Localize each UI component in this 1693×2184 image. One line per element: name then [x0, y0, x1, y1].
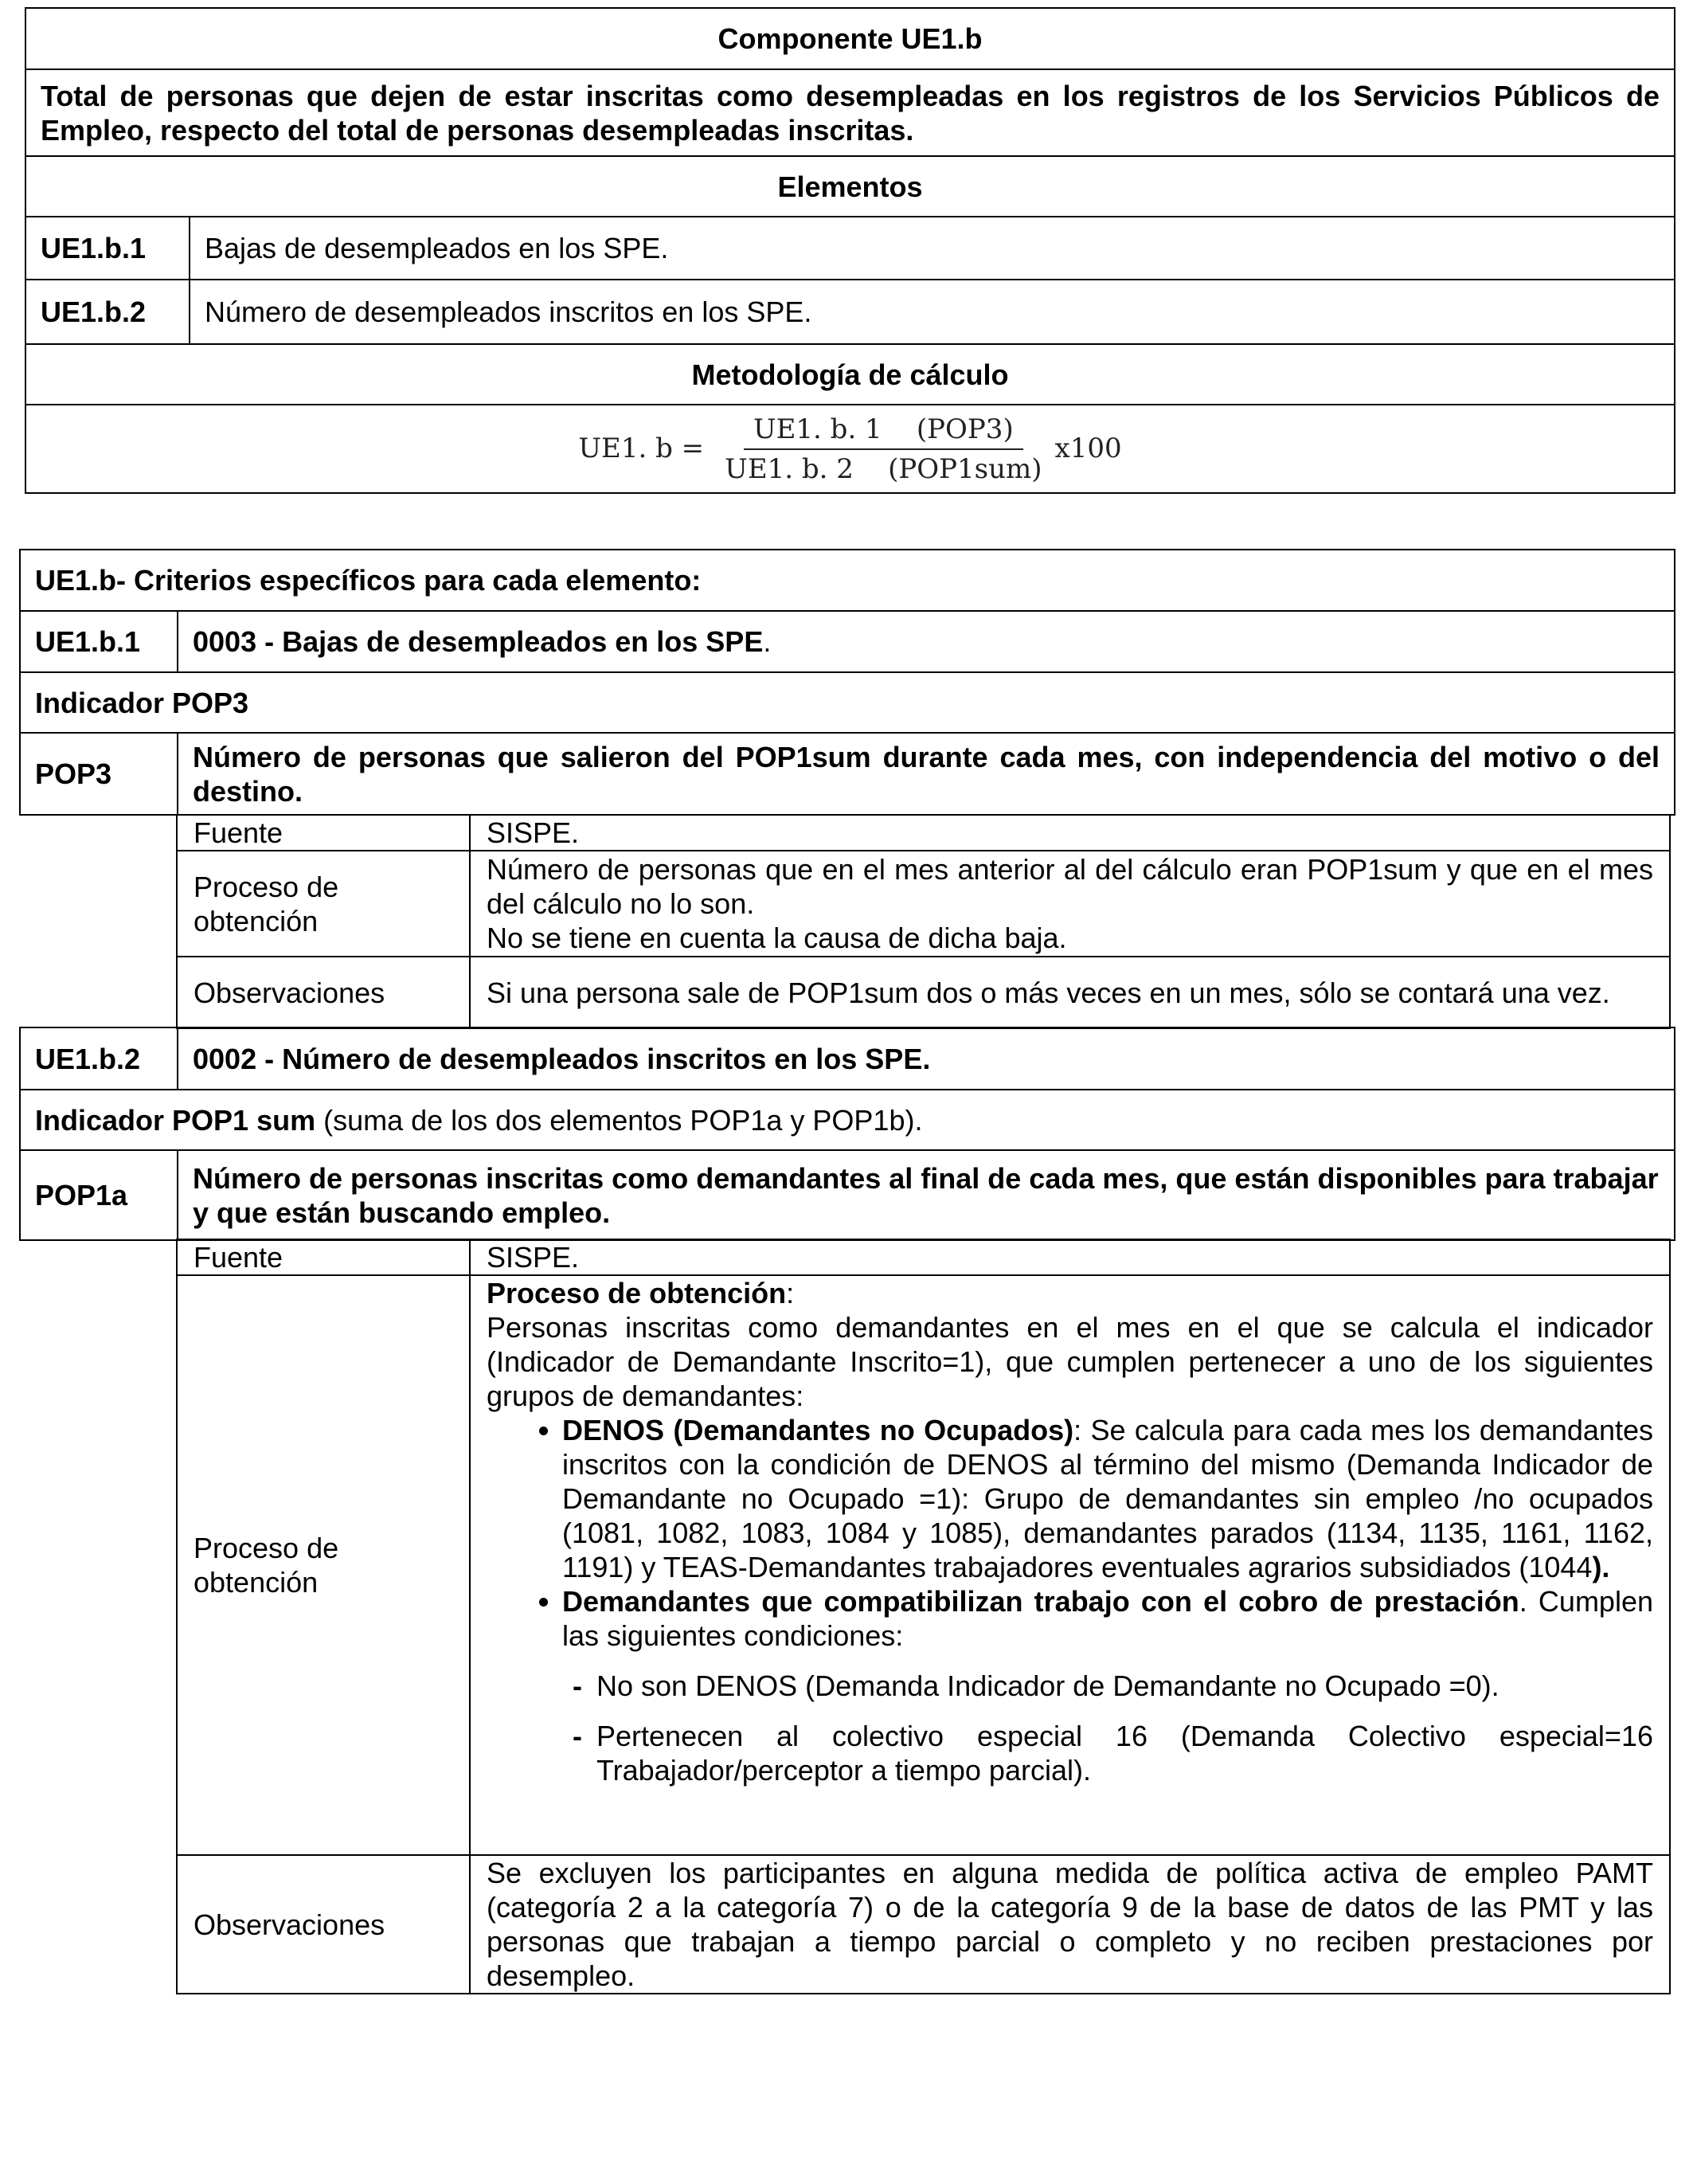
formula-cell [25, 405, 1675, 493]
pop3-proceso-text-2: No se tiene en cuenta la causa de dicha baja. [487, 922, 1067, 954]
formula-numerator: UE1. b. 1 (POP3) [744, 413, 1023, 450]
dash-text: No son DENOS (Demanda Indicador de Demandante no Ocupado =0). [596, 1669, 1499, 1702]
pop3-fuente-label: Fuente [177, 815, 470, 851]
pop1a-proceso-intro: Personas inscritas como demandantes en el mes en el que se calcula el indicador (Indicador de Demandante Inscrito=1), que cumplen pertenecer a uno de los siguientes grupos de demandantes: [487, 1311, 1653, 1412]
criterio-row-ue1b2 [20, 1027, 1675, 1090]
indicador-pop1sum-label [20, 1090, 1675, 1150]
criterios-table [19, 549, 1675, 816]
pop3-proceso-text-1: Número de personas que en el mes anterior al del cálculo eran POP1sum y que en el mes del cálculo no lo son. [487, 853, 1653, 920]
pop3-obs-value: Si una persona sale de POP1sum dos o más veces en un mes, sólo se contará una vez. [470, 957, 1670, 1028]
pop3-obs-label: Observaciones [177, 957, 470, 1028]
indicador-pop3-label: Indicador POP3 [20, 672, 1675, 733]
pop1a-row [20, 1150, 1675, 1240]
componente-description: Total de personas que dejen de estar inscritas como desempleadas en los registros de los Servicios Públicos de Empleo, respecto del total de personas desempleadas inscritas. [25, 69, 1675, 156]
bullet-compatibilizan-text: . Cumplen las siguientes condiciones: [562, 1585, 1653, 1652]
pop1a-bullet-list [487, 1413, 1653, 1653]
indicador-pop1sum-rest: (suma de los dos elementos POP1a y POP1b). [315, 1103, 923, 1137]
pop3-fuente-value: SISPE. [470, 815, 1670, 851]
elemento-text: Bajas de desempleados en los SPE. [190, 217, 1675, 280]
pop1a-proceso-colon: : [786, 1277, 795, 1309]
pop1a-fuente-value: SISPE. [470, 1239, 1670, 1275]
indicador-pop1sum-bold: Indicador POP1 sum [35, 1103, 316, 1137]
criterios-header: UE1.b- Criterios específicos para cada elemento: [20, 550, 1675, 611]
criterios-table-2 [19, 1027, 1675, 1241]
pop1a-fuente-label: Fuente [177, 1239, 470, 1275]
pop1a-code: POP1a [20, 1150, 178, 1240]
bullet-denos [562, 1413, 1653, 1584]
pop1a-proceso-value [470, 1275, 1670, 1855]
dash-item [487, 1669, 1653, 1703]
componente-title: Componente UE1.b [25, 8, 1675, 69]
metodologia-header: Metodología de cálculo [25, 344, 1675, 405]
bullet-compatibilizan-bold: Demandantes que compatibilizan trabajo con el cobro de prestación [562, 1585, 1519, 1618]
pop3-proceso-value [470, 851, 1670, 957]
bullet-compatibilizan [562, 1584, 1653, 1653]
criterio-text-bold: 0003 - Bajas de desempleados en los SPE [193, 625, 764, 658]
pop1a-proceso-label: Proceso de obtención [177, 1275, 470, 1855]
criterio-code: UE1.b.1 [20, 611, 178, 672]
bullet-denos-end: ). [1592, 1551, 1610, 1583]
pop1a-details-table [176, 1239, 1671, 1994]
criterio-code: UE1.b.2 [20, 1027, 178, 1090]
formula-fraction [715, 413, 1051, 485]
pop3-row [20, 733, 1675, 815]
criterio-text [178, 611, 1675, 672]
pop3-proceso-label: Proceso de obtención [177, 851, 470, 957]
elemento-code: UE1.b.2 [25, 280, 190, 344]
criterio-row-ue1b1 [20, 611, 1675, 672]
dash-text: Pertenecen al colectivo especial 16 (Demanda Colectivo especial=16 Trabajador/perceptor a tiempo parcial). [596, 1720, 1653, 1787]
pop1a-description: Número de personas inscritas como demandantes al final de cada mes, que están disponibles para trabajar y que están buscando empleo. [178, 1150, 1675, 1240]
elemento-code: UE1.b.1 [25, 217, 190, 280]
pop1a-obs-label: Observaciones [177, 1855, 470, 1994]
formula-lhs: UE1. b = [578, 432, 705, 464]
pop1a-proceso-title-line [487, 1276, 1653, 1310]
dash-mark: - [573, 1720, 582, 1752]
formula [578, 413, 1121, 485]
formula-factor: x100 [1054, 432, 1122, 464]
bullet-denos-bold: DENOS (Demandantes no Ocupados) [562, 1414, 1074, 1446]
criterio-text: 0002 - Número de desempleados inscritos en los SPE. [178, 1027, 1675, 1090]
elemento-row [25, 217, 1675, 280]
formula-denominator: UE1. b. 2 (POP1sum) [725, 452, 1042, 485]
criterio-text-suffix: . [763, 625, 772, 658]
elemento-row [25, 280, 1675, 344]
dash-mark: - [573, 1669, 582, 1702]
pop3-details-table [176, 814, 1671, 1029]
componente-table [25, 7, 1675, 494]
pop3-description: Número de personas que salieron del POP1sum durante cada mes, con independencia del motivo o del destino. [178, 733, 1675, 815]
pop1a-obs-value: Se excluyen los participantes en alguna medida de política activa de empleo PAMT (categoría 2 a la categoría 7) o de la categoría 9 de la base de datos de las PMT y las personas que trabajan a tiempo parcial o completo y no reciben prestaciones por desempleo. [470, 1855, 1670, 1994]
pop3-code: POP3 [20, 733, 178, 815]
bullet-denos-text: : Se calcula para cada mes los demandantes inscritos con la condición de DENOS al término del mismo (Demanda Indicador de Demandante no Ocupado =1): Grupo de demandantes sin empleo /no ocupados (1081, 1082, 1083, 1084 y 1085), demandantes parados (1134, 1135, 1161, 1162, 1191) y TEAS-Demandantes trabajadores eventuales agrarios subsidiados (1044 [562, 1414, 1653, 1583]
pop1a-proceso-title: Proceso de obtención [487, 1277, 787, 1309]
elementos-header: Elementos [25, 156, 1675, 217]
elemento-text: Número de desempleados inscritos en los SPE. [190, 280, 1675, 344]
dash-item [487, 1719, 1653, 1787]
